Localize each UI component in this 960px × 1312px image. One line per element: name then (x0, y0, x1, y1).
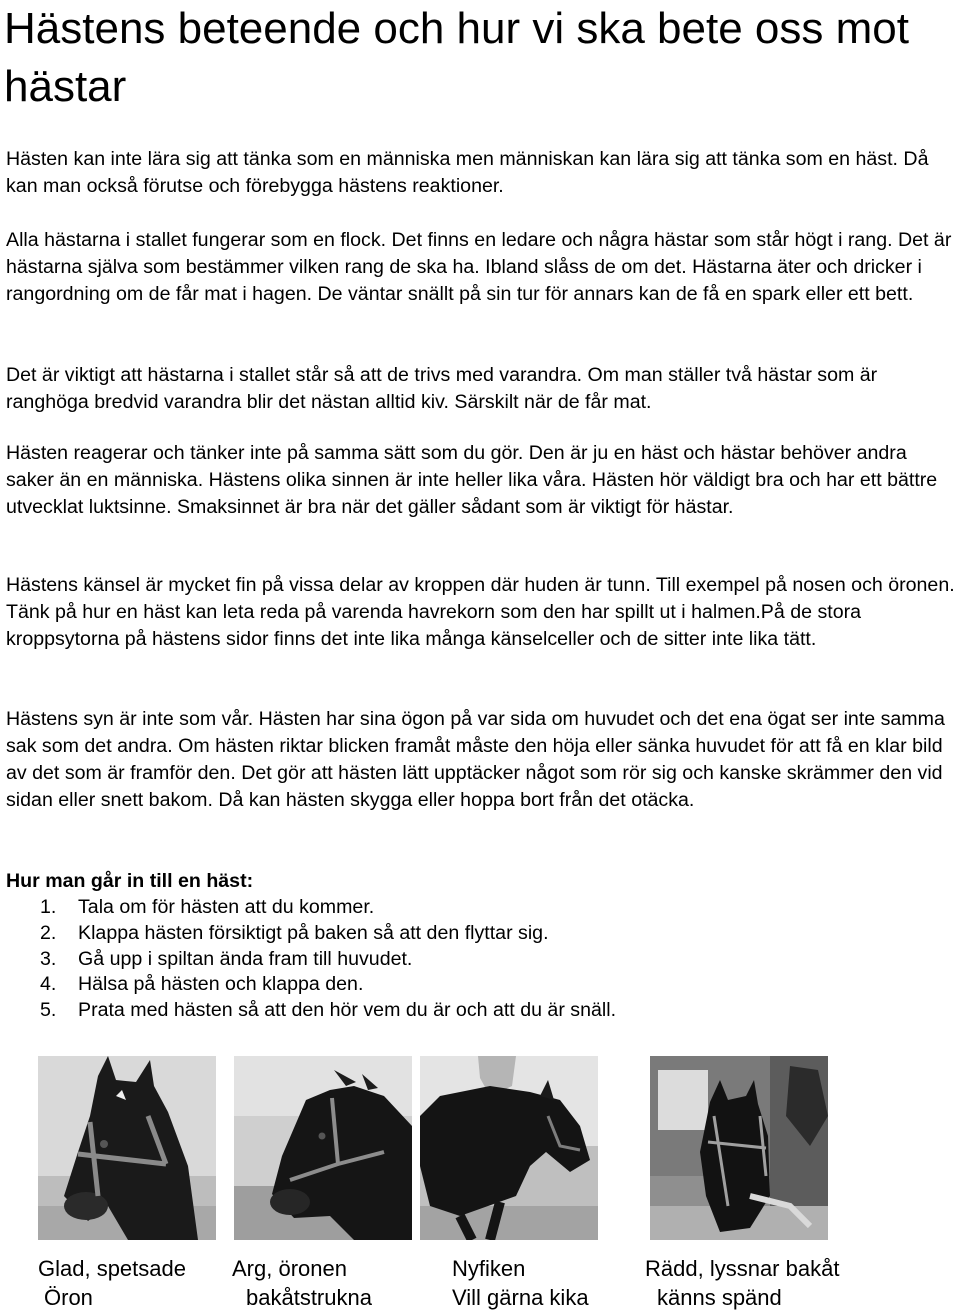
paragraph-senses: Hästen reagerar och tänker inte på samma sätt som du gör. Den är ju en häst och hästar behöver andra saker än en människa. Hästens olika sinnen är inte heller lika våra. Hästen hör väldigt bra och har ett bättre utvecklat luktsinne. Smaksinnet är bra när det gäller sådant som är viktigt för hästar. (6, 442, 938, 518)
photo-horse-curious (420, 1056, 598, 1240)
howto-steps-list (40, 895, 616, 1024)
photo-horse-angry (234, 1056, 412, 1240)
photo-horse-scared (650, 1056, 828, 1240)
paragraph-flock: Alla hästarna i stallet fungerar som en flock. Det finns en ledare och några hästar som står högt i rang. Det är hästarna själva som bestämmer vilken rang de ska ha. Ibland slåss de om det. Hästarna äter och dricker i rangordning om de får mat i hagen. De väntar snällt på sin tur för annars kan de få en spark eller ett bett. (6, 229, 952, 305)
howto-step: 1. Tala om för hästen att du kommer. (40, 896, 375, 918)
paragraph-sight: Hästens syn är inte som vår. Hästen har sina ögon på var sida om huvudet och det ena ögat ser inte samma sak som det andra. Om hästen riktar blicken framåt måste den höja eller sänka huvudet för att få en klar bild av det som är framför den. Det gör att hästen lätt upptäcker något som rör sig och kanske skrämmer den vid sidan eller snett bakom. Då kan hästen skygga eller hoppa bort från det otäcka. (6, 708, 945, 811)
caption-happy: Glad, spetsade Öron (38, 1256, 186, 1310)
howto-step: 5. Prata med hästen så att den hör vem du är och att du är snäll. (40, 999, 617, 1022)
howto-step: 2. Klappa hästen försiktigt på baken så att den flyttar sig. (40, 921, 549, 944)
paragraph-intro: Hästen kan inte lära sig att tänka som en människa men människan kan lära sig att tänka som en häst. Då kan man också förutse och förebygga hästens reaktioner. (6, 148, 929, 197)
page-title: Hästens beteende och hur vi ska bete oss mot hästar (4, 4, 909, 111)
howto-step: 4. Hälsa på hästen och klappa den. (40, 973, 364, 996)
photo-horse-happy (38, 1056, 216, 1240)
howto-heading: Hur man går in till en häst: (6, 870, 254, 892)
caption-curious: Nyfiken Vill gärna kika (452, 1256, 589, 1310)
paragraph-touch: Hästens känsel är mycket fin på vissa delar av kroppen där huden är tunn. Till exempel på nosen och öronen. Tänk på hur en häst kan leta reda på varenda havrekorn som den har spillt ut i halmen.På de stora kroppsytorna på hästens sidor finns det inte lika många känselceller och de sitter inte lika tätt. (6, 574, 955, 650)
howto-step: 3. Gå upp i spiltan ända fram till huvudet. (40, 947, 413, 970)
caption-angry: Arg, öronen bakåtstrukna (232, 1256, 372, 1310)
caption-scared: Rädd, lyssnar bakåt känns spänd (645, 1256, 840, 1310)
paragraph-stable: Det är viktigt att hästarna i stallet står så att de trivs med varandra. Om man ställer två hästar som är ranghöga bredvid varandra blir det nästan alltid kiv. Särskilt när de får mat. (6, 364, 878, 413)
